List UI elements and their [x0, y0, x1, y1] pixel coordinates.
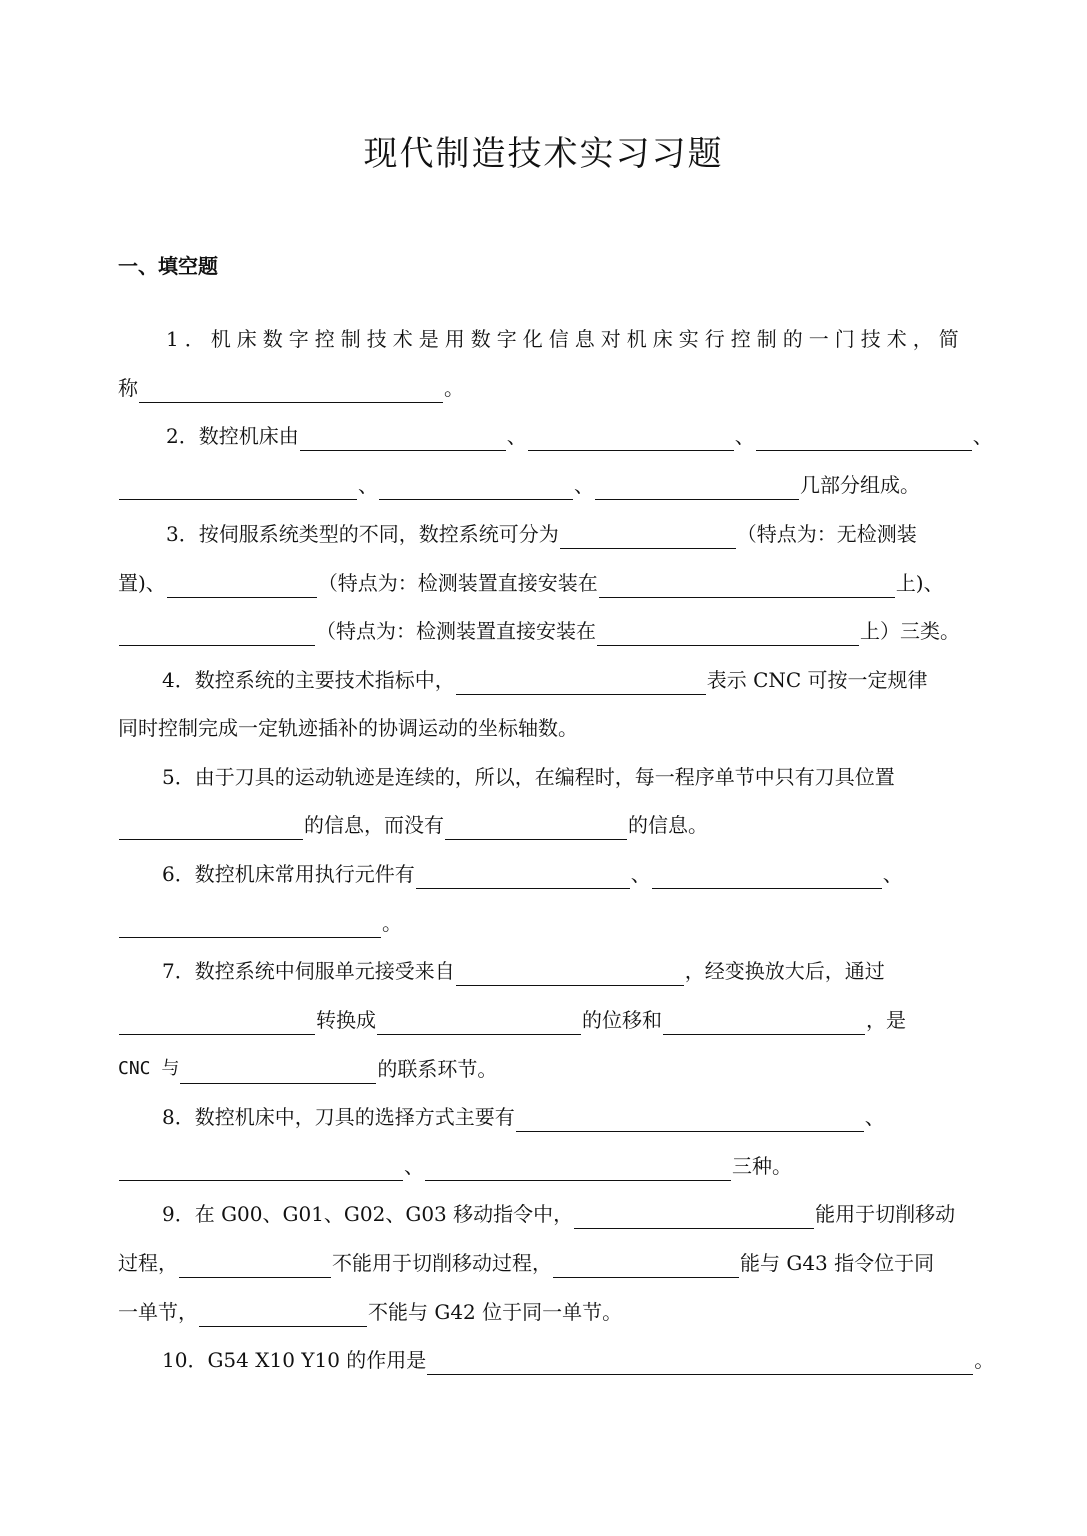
question-5-line-2: 的信息，而没有 的信息。 — [118, 810, 708, 840]
question-7-line-3: CNC 与 的联系环节。 — [118, 1054, 497, 1084]
question-9-line-3: 一单节， 不能与 G42 位于同一单节。 — [118, 1297, 622, 1327]
blank[interactable] — [528, 428, 734, 451]
blank[interactable] — [300, 428, 506, 451]
question-2-line-1: 2．数控机床由 、 、 、 — [166, 421, 993, 451]
question-3-line-3: （特点为：检测装置直接安装在 上）三类。 — [118, 616, 960, 646]
blank[interactable] — [119, 915, 381, 938]
question-1-line-2: 称 。 — [118, 373, 464, 403]
question-2-line-2: 、 、 几部分组成。 — [118, 470, 920, 500]
question-8-line-2: 、 三种。 — [118, 1151, 792, 1181]
question-4-line-1: 4．数控系统的主要技术指标中， 表示 CNC 可按一定规律 — [162, 665, 928, 695]
blank[interactable] — [379, 477, 573, 500]
question-3-line-2: 置)、 （特点为：检测装置直接安装在 上)、 — [118, 568, 944, 598]
blank[interactable] — [199, 1304, 367, 1327]
blank[interactable] — [179, 1255, 331, 1278]
question-6-line-1: 6．数控机床常用执行元件有 、 、 — [162, 859, 903, 889]
blank[interactable] — [599, 575, 895, 598]
blank[interactable] — [560, 526, 736, 549]
blank[interactable] — [553, 1255, 739, 1278]
question-8-line-1: 8．数控机床中，刀具的选择方式主要有 、 — [162, 1102, 885, 1132]
blank[interactable] — [377, 1012, 581, 1035]
section-heading: 一、填空题 — [118, 254, 218, 278]
blank[interactable] — [456, 672, 706, 695]
blank[interactable] — [139, 380, 443, 403]
blank[interactable] — [180, 1061, 376, 1084]
question-10-line-1: 10．G54 X10 Y10 的作用是 。 — [162, 1345, 994, 1375]
question-7-line-1: 7．数控系统中伺服单元接受来自 ，经变换放大后，通过 — [162, 956, 885, 986]
question-4-line-2: 同时控制完成一定轨迹插补的协调运动的坐标轴数。 — [118, 716, 578, 740]
blank[interactable] — [595, 477, 799, 500]
blank[interactable] — [597, 623, 859, 646]
blank[interactable] — [119, 1158, 403, 1181]
blank[interactable] — [119, 477, 357, 500]
blank[interactable] — [456, 963, 684, 986]
question-6-line-2: 。 — [118, 908, 402, 938]
question-9-line-2: 过程， 不能用于切削移动过程， 能与 G43 指令位于同 — [118, 1248, 934, 1278]
question-3-line-1: 3．按伺服系统类型的不同，数控系统可分为 （特点为：无检测装 — [166, 519, 917, 549]
question-1-line-1: 1．机床数字控制技术是用数字化信息对机床实行控制的一门技术，简 — [166, 327, 965, 351]
blank[interactable] — [119, 1012, 315, 1035]
question-5-line-1: 5．由于刀具的运动轨迹是连续的，所以，在编程时，每一程序单节中只有刀具位置 — [162, 765, 895, 789]
blank[interactable] — [663, 1012, 865, 1035]
blank[interactable] — [516, 1109, 864, 1132]
blank[interactable] — [167, 575, 317, 598]
blank[interactable] — [416, 866, 630, 889]
blank[interactable] — [119, 623, 315, 646]
blank[interactable] — [445, 817, 627, 840]
question-7-line-2: 转换成 的位移和 ，是 — [118, 1005, 906, 1035]
page-title: 现代制造技术实习习题 — [363, 134, 724, 174]
question-9-line-1: 9．在 G00、G01、G02、G03 移动指令中， 能用于切削移动 — [162, 1199, 955, 1229]
blank[interactable] — [427, 1352, 973, 1375]
blank[interactable] — [425, 1158, 731, 1181]
blank[interactable] — [119, 817, 303, 840]
blank[interactable] — [574, 1206, 814, 1229]
blank[interactable] — [652, 866, 882, 889]
blank[interactable] — [756, 428, 972, 451]
